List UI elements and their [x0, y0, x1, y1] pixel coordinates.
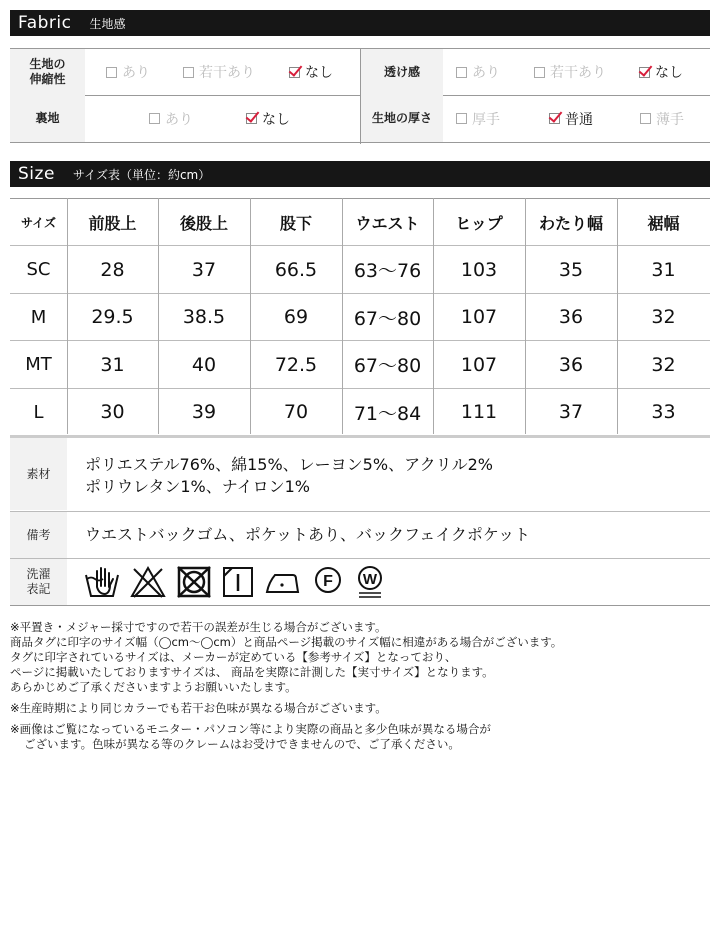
checked-checkbox-icon [549, 113, 560, 124]
material-label: 素材 [10, 438, 67, 510]
wet-clean-letter: W [362, 571, 378, 588]
lining-option-yes: あり [149, 95, 193, 142]
size-cell: 63〜76 [353, 260, 422, 282]
checkbox-icon [456, 113, 467, 124]
size-cell: 107 [460, 353, 498, 376]
size-cell: 111 [460, 401, 498, 423]
care-label: 洗濯 表記 [10, 559, 67, 605]
note-line: ページに掲載いたしておりますサイズは、 商品を実際に計測した【実寸サイズ】となります。 [10, 665, 494, 679]
material-row [10, 438, 710, 510]
remarks-label: 備考 [10, 512, 67, 558]
checkbox-icon [183, 67, 194, 78]
thickness-option-thin: 薄手 [640, 95, 684, 142]
table-row [10, 294, 710, 340]
column-divider [617, 198, 618, 434]
fabric-title-en: Fabric [18, 13, 72, 33]
size-title-en: Size [18, 164, 55, 184]
note-line: ※平置き・メジャー採寸ですので若干の誤差が生じる場合がございます。 [10, 620, 387, 634]
notes [10, 620, 710, 752]
size-cell: 67〜80 [353, 355, 422, 377]
size-cell: 32 [651, 306, 676, 328]
note-line: ございます。色味が異なる等のクレームはお受けできませんので、ご了承ください。 [24, 737, 460, 751]
remarks-value: ウエストバックゴム、ポケットあり、バックフェイクポケット [85, 525, 531, 544]
header-inseam: 股下 [279, 213, 312, 233]
size-cell: 66.5 [274, 258, 318, 281]
size-cell: 32 [651, 353, 676, 376]
size-cell: 107 [460, 306, 498, 328]
stretch-option-yes: あり [106, 49, 150, 95]
size-cell: L [33, 401, 44, 423]
size-cell: M [30, 306, 47, 328]
column-divider [433, 198, 434, 434]
size-cell: 30 [100, 401, 125, 423]
header-thigh: わたり幅 [538, 213, 603, 233]
material-line: ポリウレタン1%、ナイロン1% [85, 477, 311, 496]
material-line: ポリエステル76%、綿15%、レーヨン5%、アクリル2% [85, 455, 493, 474]
column-divider [250, 198, 251, 434]
column-divider [158, 198, 159, 434]
checkbox-icon [106, 67, 117, 78]
info-bottom-rule [10, 605, 710, 606]
stretch-option-none: なし [289, 49, 333, 95]
size-cell: 35 [558, 258, 584, 281]
header-size: サイズ [20, 215, 57, 230]
checkbox-icon [640, 113, 651, 124]
table-row [10, 341, 710, 388]
size-cell: 29.5 [91, 306, 134, 328]
size-cell: 31 [100, 353, 125, 376]
line-dry-shade-icon [221, 565, 255, 599]
lining-option-none: なし [246, 95, 290, 142]
wet-clean-w-icon [353, 565, 387, 599]
size-cell: 33 [651, 401, 676, 423]
size-cell: 38.5 [182, 306, 226, 328]
checked-checkbox-icon [639, 67, 650, 78]
size-cell: 36 [558, 306, 584, 328]
no-bleach-icon [129, 565, 167, 599]
sheerness-option-slight: 若干あり [534, 49, 606, 95]
sheerness-option-yes: あり [456, 49, 500, 95]
size-cell: 72.5 [274, 353, 318, 376]
stretch-option-slight: 若干あり [183, 49, 255, 95]
checkbox-icon [534, 67, 545, 78]
size-cell: 28 [100, 258, 125, 281]
size-cell: 69 [283, 306, 309, 328]
checked-checkbox-icon [246, 113, 257, 124]
fabric-title-jp: 生地感 [89, 16, 126, 31]
header-front-rise: 前股上 [88, 213, 137, 233]
size-cell: SC [26, 259, 51, 280]
column-divider [342, 198, 343, 434]
note-line: ※生産時期により同じカラーでも若干お色味が異なる場合がございます。 [10, 701, 387, 715]
size-table-header [10, 198, 710, 245]
stretch-label: 生地の 伸縮性 [10, 49, 85, 95]
size-cell: 39 [191, 401, 217, 423]
checkbox-icon [456, 67, 467, 78]
size-cell: 103 [460, 258, 498, 281]
size-cell: MT [25, 354, 52, 375]
thickness-option-thick: 厚手 [456, 95, 500, 142]
dry-clean-f-icon [311, 565, 345, 599]
remarks-row [10, 512, 710, 558]
lining-label: 裏地 [10, 95, 85, 142]
no-tumble-dry-icon [175, 565, 213, 599]
note-line: タグに印字されているサイズは、メーカーが定めている【参考サイズ】となっており、 [10, 650, 457, 664]
fabric-table [10, 48, 710, 144]
fabric-divider [360, 48, 361, 144]
size-cell: 71〜84 [353, 402, 422, 425]
size-header-bar [10, 161, 710, 187]
note-line: ※画像はご覧になっているモニター・パソコン等により実際の商品と多少色味が異なる場合が [10, 722, 491, 736]
thickness-label: 生地の厚さ [361, 95, 443, 142]
table-row [10, 246, 710, 293]
size-cell: 36 [558, 353, 584, 376]
header-hip: ヒップ [455, 213, 503, 233]
table-row [10, 389, 710, 435]
size-cell: 31 [651, 258, 676, 281]
size-cell: 70 [283, 401, 309, 423]
header-waist: ウエスト [355, 213, 420, 233]
size-cell: 67〜80 [353, 307, 422, 330]
dry-clean-letter: F [323, 573, 333, 590]
column-divider [525, 198, 526, 434]
hand-wash-icon [83, 565, 121, 599]
size-cell: 37 [191, 258, 217, 281]
note-line: 商品タグに印字のサイズ幅（◯cm〜◯cm）と商品ページ掲載のサイズ幅に相違がある場合がございます。 [10, 635, 563, 649]
care-row [10, 559, 710, 605]
size-cell: 37 [558, 401, 584, 423]
material-value [85, 454, 493, 498]
header-hem: 裾幅 [647, 213, 680, 233]
sheerness-option-none: なし [639, 49, 683, 95]
checkbox-icon [149, 113, 160, 124]
size-cell: 40 [191, 353, 217, 376]
header-back-rise: 後股上 [179, 213, 228, 233]
care-icons [83, 565, 395, 599]
column-divider [67, 198, 68, 434]
sheerness-label: 透け感 [361, 49, 443, 95]
thickness-option-normal: 普通 [549, 95, 593, 142]
size-title-jp: サイズ表（単位：約cm） [72, 167, 211, 182]
low-iron-icon [263, 565, 303, 599]
fabric-header-bar [10, 10, 710, 36]
checked-checkbox-icon [289, 67, 300, 78]
note-line: あらかじめご了承くださいますようお願いいたします。 [10, 680, 297, 694]
